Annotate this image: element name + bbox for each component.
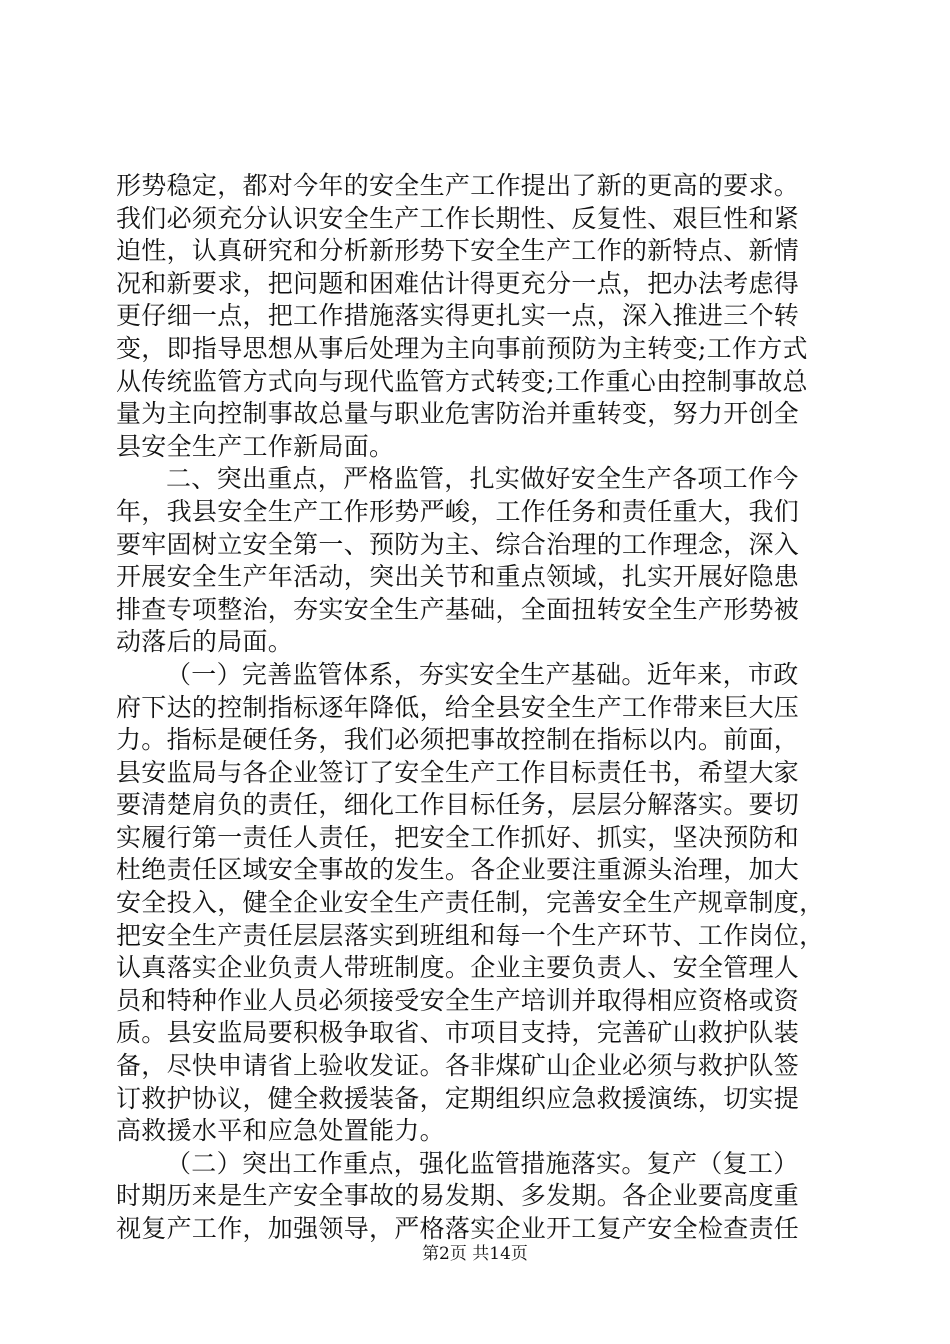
text-line: 从传统监管方式向与现代监管方式转变;工作重心由控制事故总 (116, 366, 808, 396)
text-line: 排查专项整治，夯实安全生产基础，全面扭转安全生产形势被 (116, 594, 800, 624)
text-line: 把安全生产责任层层落实到班组和每一个生产环节、工作岗位， (116, 920, 825, 950)
text-line: 认真落实企业负责人带班制度。企业主要负责人、安全管理人 (116, 953, 800, 983)
paragraph-first-line: 二、突出重点，严格监管，扎实做好安全生产各项工作今 (166, 464, 799, 494)
text-line: 要清楚肩负的责任，细化工作目标任务，层层分解落实。要切 (116, 790, 800, 820)
text-line: 变，即指导思想从事后处理为主向事前预防为主转变;工作方式 (116, 333, 808, 363)
page-footer: 第2页 共14页 (422, 1244, 528, 1264)
text-line: 质。县安监局要积极争取省、市项目支持，完善矿山救护队装 (116, 1018, 800, 1048)
text-line: 订救护协议，健全救援装备，定期组织应急救援演练，切实提 (116, 1083, 800, 1113)
text-line: 视复产工作，加强领导，严格落实企业开工复产安全检查责任 (116, 1214, 800, 1243)
text-line: 要牢固树立安全第一、预防为主、综合治理的工作理念，深入 (116, 529, 800, 559)
text-line: 安全投入，健全企业安全生产责任制，完善安全生产规章制度， (116, 888, 825, 918)
text-line: 迫性，认真研究和分析新形势下安全生产工作的新特点、新情 (116, 236, 800, 266)
text-line: 时期历来是生产安全事故的易发期、多发期。各企业要高度重 (116, 1181, 800, 1211)
text-line: 况和新要求，把问题和困难估计得更充分一点，把办法考虑得 (116, 268, 800, 298)
text-line: 县安全生产工作新局面。 (116, 431, 395, 461)
text-line: 力。指标是硬任务，我们必须把事故控制在指标以内。前面， (116, 725, 800, 755)
paragraph-first-line: （一）完善监管体系，夯实安全生产基础。近年来，市政 (166, 659, 799, 689)
text-line: 更仔细一点，把工作措施落实得更扎实一点，深入推进三个转 (116, 301, 800, 331)
text-line: 高救援水平和应急处置能力。 (116, 1116, 445, 1146)
text-line: 府下达的控制指标逐年降低，给全县安全生产工作带来巨大压 (116, 692, 800, 722)
text-line: 量为主向控制事故总量与职业危害防治并重转变，努力开创全 (116, 399, 800, 429)
paragraph-first-line: （二）突出工作重点，强化监管措施落实。复产（复工） (166, 1148, 799, 1178)
text-line: 员和特种作业人员必须接受安全生产培训并取得相应资格或资 (116, 985, 800, 1015)
text-line: 备，尽快申请省上验收发证。各非煤矿山企业必须与救护队签 (116, 1051, 800, 1081)
text-line: 实履行第一责任人责任，把安全工作抓好、抓实，坚决预防和 (116, 822, 800, 852)
text-line: 我们必须充分认识安全生产工作长期性、反复性、艰巨性和紧 (116, 203, 800, 233)
text-line: 动落后的局面。 (116, 627, 294, 657)
text-line: 杜绝责任区域安全事故的发生。各企业要注重源头治理，加大 (116, 855, 800, 885)
text-line: 形势稳定，都对今年的安全生产工作提出了新的更高的要求。 (116, 171, 800, 200)
text-line: 开展安全生产年活动，突出关节和重点领域，扎实开展好隐患 (116, 562, 800, 592)
text-line: 年，我县安全生产工作形势严峻，工作任务和责任重大，我们 (116, 496, 800, 526)
text-line: 县安监局与各企业签订了安全生产工作目标责任书，希望大家 (116, 757, 800, 787)
document-body (116, 170, 836, 1246)
